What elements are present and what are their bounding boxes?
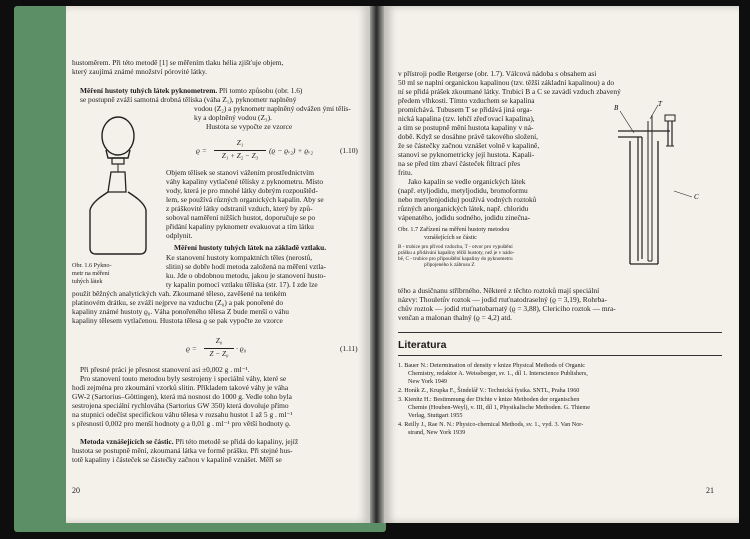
right-top-line: promíchává. Tubusem T se přidává jiná orga-: [398, 105, 533, 114]
section2-body-line: slitin) se dobře hodí metoda založená na měření vztla-: [166, 262, 327, 271]
section2-after-line: na stupnici odečíst specifickou váhu tělesa v rozsahu hustot 1 až 5 g . ml⁻¹: [72, 410, 293, 419]
right-bottom-line: chův roztok — jodid rtuťnatobarnatý (ϱ = 3,88), Clericiho roztok — mra-: [398, 304, 616, 313]
figure-label-t: T: [658, 101, 662, 108]
literature-rule: [398, 355, 722, 356]
eq111-lhs: ϱ =: [186, 344, 197, 353]
reference-1-line: 1. Bauer N.: Determination of density v knize Physical Methods of Organic: [398, 362, 586, 369]
section2-full-line: kapaliny známé hustoty ϱ₀. Váha ponořeného tělesa Z bude menší o váhu: [72, 307, 289, 316]
literature-heading: Literatura: [398, 339, 447, 351]
page-number-left: 20: [72, 486, 80, 495]
section1-body-line: z práškovité látky odstranil vzduch, který by způ-: [166, 204, 313, 213]
section1-body-line: lem, se používá různých organických kapalin. Aby se: [166, 195, 324, 204]
figure-1-7-caption: Obr. 1.7 Zařízení na měření hustoty metodou: [398, 226, 510, 233]
section3-title: Metoda vznášejících se částic.: [80, 437, 174, 446]
figure-1-7-legend: prášku a přidávání kapaliny těžší hustoty, než je v nádo-: [398, 250, 515, 256]
eq110-rest: (ϱ − ϱᵥ₂) + ϱᵥ₂: [269, 146, 313, 155]
section2-after-line: sestrojena speciální rychlováha (Sartorius GW 350) která dovoluje přímo: [72, 401, 289, 410]
right-top-line: a tím se postupně mění hustota kapaliny v ná-: [398, 123, 534, 132]
section1-body-line: přidání kapaliny pyknometr evakuovat a tím látku: [166, 222, 314, 231]
eq111-numerator: Z₀: [215, 337, 223, 345]
eq111-denominator: Z − Z₀: [209, 350, 229, 358]
section1-line: ky a doplněný vodou (Z₃).: [194, 113, 272, 122]
section1-heading: [80, 86, 302, 95]
section2-full-line: kapaliny tělesem vytlačenou. Hustota tělesa ϱ se pak vypočte ze vzorce: [72, 316, 283, 325]
reference-1-line: New York 1949: [408, 378, 448, 385]
section1-body-line: váhy kapaliny vytlačené tělísky z pyknometru. Místo: [166, 177, 324, 186]
right-top-line: předem vlhkosti. Tímto vzduchem se kapalina: [398, 96, 535, 105]
section1-body-line: odplynit.: [166, 231, 193, 240]
section2-full-line: použít běžných analytických vah. Zkoumané těleso, zavěšené na tenkém: [72, 289, 287, 298]
right-bottom-line: venčan a malonan thalný (ϱ = 4,2) atd.: [398, 313, 513, 322]
right-top-line: době. Když se dosáhne právě takového složení,: [398, 132, 538, 141]
pycnometer-figure: [78, 106, 158, 266]
figure-1-7-caption: vznášejících se částic: [424, 234, 477, 241]
right-page: [384, 6, 739, 523]
book-spine: [370, 6, 384, 523]
section2-body-line: ty kapalin pomocí vztlaku tělíska (str. 17). I zde lze: [166, 280, 318, 289]
section2-after-line: GW-2 (Sartorius–Göttingen), která má nosnost do 1000 g. Vedle toho byla: [72, 392, 292, 401]
intro-line-2: který zaujímá známé množství pórovité látky.: [72, 67, 207, 76]
right-top-line: stanoví se pyknometricky její hustota. Kapali-: [398, 150, 535, 159]
figure-1-6-caption: metr na měření: [72, 270, 110, 277]
reference-3-line: 3. Kienitz H.: Bestimmung der Dichte v knize Methoden der organischen: [398, 396, 580, 403]
figure-1-7-legend: bě, C - trubice pro připouštění kapaliny do pyknometru: [398, 256, 513, 262]
eq110-lhs: ϱ =: [196, 146, 207, 155]
right-top-line: různých anorganických látek, např. chloridu: [398, 204, 529, 213]
section1-body-line: vody, která je pro mnohé látky dobrým rozpouštěd-: [166, 186, 318, 195]
section3-title-rest: Při této metodě se přidá do kapaliny, jejíž: [173, 437, 299, 446]
eq111-number: (1.11): [340, 344, 358, 353]
reference-4-line: strand, New York 1939: [408, 429, 466, 436]
eq110-denominator: Z₁ + Z₂ − Z₃: [221, 152, 259, 160]
page-number-right: 21: [706, 486, 714, 495]
section1-title-rest: Při tomto způsobu (obr. 1.6): [217, 86, 303, 95]
section1-line: vodou (Z₂) a pyknometr naplněný odvážen ými tělís-: [194, 104, 351, 113]
section1-body-line: soboval naměření nižších hustot, doporučuje se po: [166, 213, 316, 222]
right-top-line: že se částečky začnou vznášet volně v kapalině,: [398, 141, 540, 150]
literature-rule: [398, 332, 722, 333]
intro-line-1: hustoměrem. Při této metodě [1] se měřením tlaku hélia zjišťuje objem,: [72, 58, 284, 67]
section2-full-line: platinovém drátku, se zváží nejprve na vzduchu (Z₀) a pak ponořené do: [72, 298, 284, 307]
section2-after-line: Pro stanovení touto metodou byly sestrojeny i speciální váhy, které se: [80, 374, 287, 383]
right-bottom-line: názvy: Thouletův roztok — jodid rtuťnatodraselný (ϱ = 3,19), Rohrba-: [398, 295, 608, 304]
right-top-line: nebo metylenjodidu) používá vodných roztoků: [398, 195, 537, 204]
section2-title: Měření hustoty tuhých látek na základě vztlaku.: [174, 243, 327, 252]
reference-1-line: Chemistry, redaktor A. Weissberger, sv. 1., díl 1. Interscience Publishers,: [408, 370, 588, 377]
retgers-apparatus-figure: [612, 101, 712, 276]
section2-after-line: s přesností 0,002 pro menší hodnoty ϱ a 0,01 g . ml⁻¹ pro větší hodnoty ϱ.: [72, 419, 291, 428]
reference-2-line: 2. Horák Z., Krupka F., Šindelář V.: Technická fysika. SNTL, Praha 1960: [398, 387, 580, 394]
section3-body-line: hustota se postupně mění, zkoumaná látka ve formě prášku. Při stejné hus-: [72, 446, 293, 455]
figure-label-c: C: [694, 193, 699, 201]
section2-body-line: Ke stanovení hustoty kompaktních těles (nerostů,: [166, 253, 313, 262]
right-top-line: vápenatého, jodidu sodného, jodidu zinečna-: [398, 213, 531, 222]
right-top-line: fritu.: [398, 168, 413, 177]
section2-after-line: hodí zejména pro zkoumání vzorků slitin. Příkladem takové váhy je váha: [72, 383, 289, 392]
figure-1-6-caption: Obr. 1.6 Pykno-: [72, 262, 112, 269]
reference-4-line: 4. Reilly J., Rae N. N.: Physico-chemical Methods, sv. 1., vyd. 3. Van Nor-: [398, 421, 584, 428]
eq110-fraction-bar: [214, 150, 266, 151]
section3-body-line: totě kapaliny i částeček se částečky začnou v kapalině vznášet. Měří se: [72, 455, 282, 464]
right-top-line: na se před tím zbaví částeček filtrací přes: [398, 159, 521, 168]
section1-line: Hustota se vypočte ze vzorce: [206, 122, 293, 131]
section3-heading: [80, 437, 298, 446]
left-page: [66, 6, 370, 523]
right-top-line: (např. etyljodidu, metyljodidu, bromoformu: [398, 186, 528, 195]
section1-body-line: Objem tělísek se stanoví vážením prostřednictvím: [166, 168, 314, 177]
eq110-numerator: Z₁: [236, 139, 244, 147]
section2-body-line: ku. Jde o obdobnou metodu, jakou je stanovení husto-: [166, 271, 326, 280]
eq111-rest: · ϱ₀: [236, 344, 247, 353]
right-top-line: 50 ml se naplní organickou kapalinou (tzv. těžší základní kapalinou) a do: [398, 78, 615, 87]
reference-3-line: Verlag, Stuttgart 1955: [408, 412, 463, 419]
right-top-line: nická kapalina (tzv. lehčí zřeďovací kapalina),: [398, 114, 535, 123]
right-top-line: v přístroji podle Retgerse (obr. 1.7). Válcová nádoba s obsahem asi: [398, 69, 597, 78]
eq110-number: (1.10): [340, 146, 358, 155]
section1-title: Měření hustoty tuhých látek pyknometrem.: [80, 86, 218, 95]
figure-1-7-legend: připojeného k zábrusu Z: [424, 262, 475, 268]
right-bottom-line: tého a dusičnanu stříbrného. Některé z těchto roztoků mají speciální: [398, 286, 600, 295]
figure-1-6-caption: tuhých látek: [72, 278, 103, 285]
section1-line: se postupně zváží samotná drobná tělíska (váha Z₁), pyknometr naplněný: [80, 95, 297, 104]
reference-3-line: Chemie (Houben-Weyl), v. III, díl 1, Physikalische Methoden. G. Thieme: [408, 404, 590, 411]
right-top-line: Jako kapalin se vedle organických látek: [408, 177, 526, 186]
eq111-fraction-bar: [204, 348, 234, 349]
section2-after-line: Při přesné práci je přesnost stanovení asi ±0,002 g . ml⁻¹.: [80, 365, 250, 374]
figure-1-7-legend: B - trubice pro přívod vzduchu, T - otvor pro vypuštění: [398, 244, 513, 250]
right-top-line: ní se přidá prášek zkoumané látky. Trubicí B a C se zavádí vzduch zbavený: [398, 87, 621, 96]
figure-label-b: B: [614, 104, 619, 112]
